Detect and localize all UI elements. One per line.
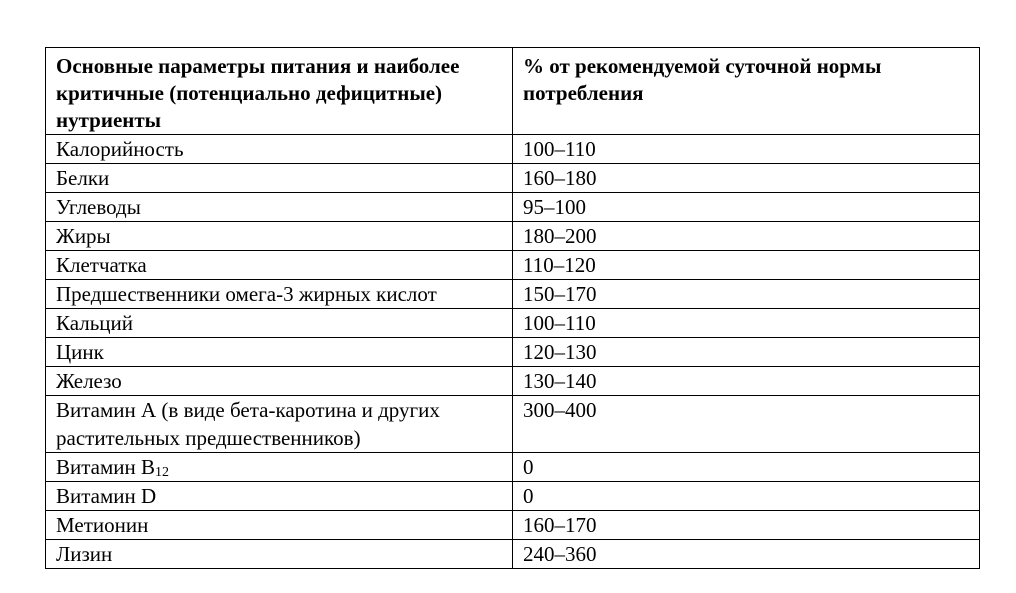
table-row [46,482,980,511]
percent-cell: 120–130 [513,338,980,367]
header-percent: % от рекомендуемой суточной нормы потребления [513,48,980,135]
nutrient-cell: Кальций [46,309,513,338]
nutrient-cell: Углеводы [46,193,513,222]
percent-cell: 150–170 [513,280,980,309]
percent-cell: 160–180 [513,164,980,193]
table-row [46,338,980,367]
table-row [46,540,980,569]
nutrient-subscript: 12 [155,465,170,480]
table-row [46,135,980,164]
percent-cell: 300–400 [513,396,980,453]
percent-cell: 100–110 [513,135,980,164]
nutrient-cell: Лизин [46,540,513,569]
nutrient-name: Витамин В [56,455,156,479]
header-nutrient: Основные параметры питания и наиболее критичные (потенциально дефицитные) нутриенты [46,48,513,135]
nutrient-cell: Железо [46,367,513,396]
table-row [46,251,980,280]
percent-cell: 95–100 [513,193,980,222]
table-row [46,164,980,193]
nutrient-cell: Белки [46,164,513,193]
percent-cell: 0 [513,482,980,511]
table-row [46,511,980,540]
percent-cell: 130–140 [513,367,980,396]
nutrient-cell [46,453,513,482]
table-row [46,193,980,222]
percent-cell: 240–360 [513,540,980,569]
table-row [46,396,980,453]
nutrient-cell: Жиры [46,222,513,251]
nutrient-cell: Предшественники омега-3 жирных кислот [46,280,513,309]
percent-cell: 180–200 [513,222,980,251]
percent-cell: 160–170 [513,511,980,540]
table-row [46,367,980,396]
nutrient-cell: Клетчатка [46,251,513,280]
nutrient-cell: Цинк [46,338,513,367]
table-row [46,280,980,309]
nutrient-cell: Метионин [46,511,513,540]
nutrient-cell: Витамин А (в виде бета-каротина и других растительных предшественников) [46,396,513,453]
nutrient-cell: Калорийность [46,135,513,164]
percent-cell: 100–110 [513,309,980,338]
nutrient-table [45,47,980,569]
percent-cell: 110–120 [513,251,980,280]
table-row [46,222,980,251]
table-row [46,309,980,338]
table-header-row [46,48,980,135]
percent-cell: 0 [513,453,980,482]
nutrient-cell: Витамин D [46,482,513,511]
table-row [46,453,980,482]
